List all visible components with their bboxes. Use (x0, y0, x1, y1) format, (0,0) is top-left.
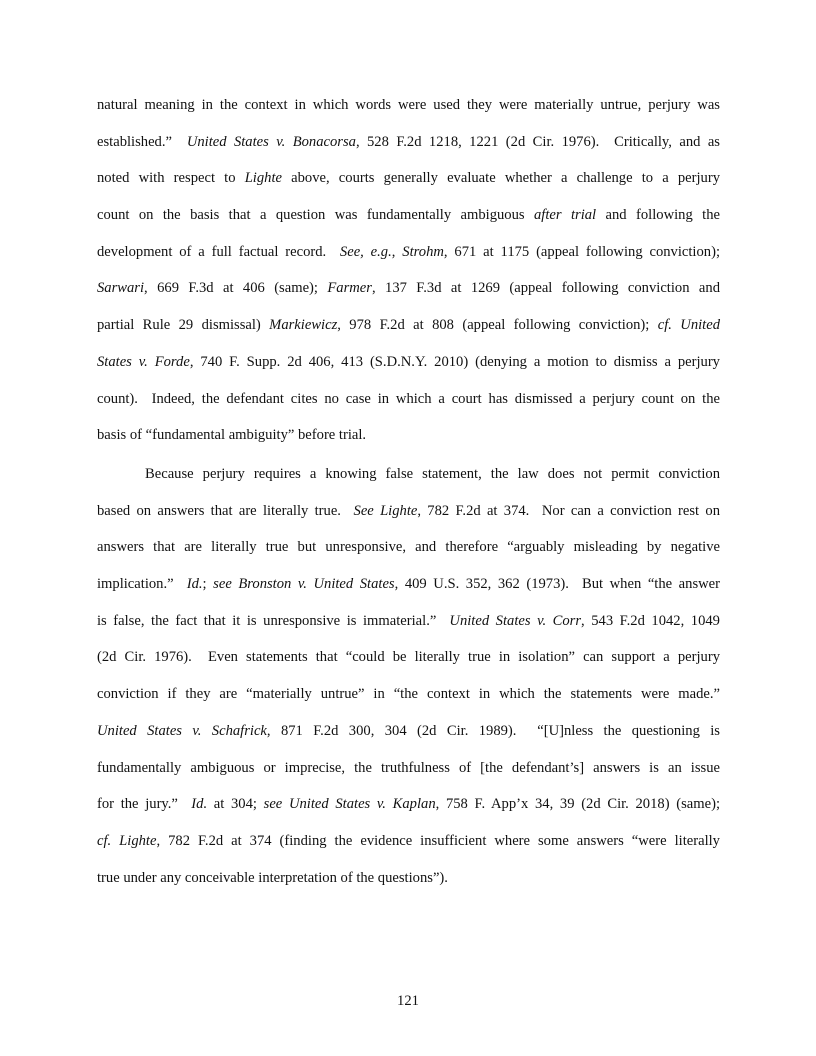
text-run: , 671 at 1175 (appeal following conviction); (443, 243, 720, 260)
citation-italic: Id. (191, 796, 208, 813)
text-run: count on the basis that a question was fundamentally ambiguous (97, 207, 534, 224)
text-line (97, 344, 720, 381)
text-run: noted with respect to (97, 170, 245, 187)
text-run: , 543 F.2d 1042, 1049 (581, 612, 720, 629)
text-line (97, 160, 720, 197)
citation-italic: Sarwari (97, 280, 145, 297)
text-run: conviction if they are “materially untrue” in “the context in which the statements were made.” (97, 686, 720, 703)
text-line (97, 566, 720, 603)
text-run: development of a full factual record. (97, 243, 340, 260)
text-run: established.” (97, 133, 187, 150)
text-run: , 782 F.2d at 374 (finding the evidence insufficient where some answers “were literally (156, 832, 720, 849)
citation-italic: See, e.g. (339, 243, 392, 260)
text-line (97, 87, 720, 124)
text-run: , (391, 243, 403, 260)
citation-italic: Id. (186, 576, 203, 593)
citation-italic: Strohm (402, 243, 444, 260)
text-line (97, 860, 720, 897)
text-line (97, 234, 720, 271)
text-run: ; (202, 576, 214, 593)
text-line (97, 786, 720, 823)
text-run: implication.” (97, 576, 187, 593)
text-line (97, 124, 720, 161)
text-run: basis of “fundamental ambiguity” before trial. (97, 427, 367, 444)
citation-italic: States v. Forde (97, 353, 190, 370)
paragraph-2 (97, 456, 720, 896)
text-line (97, 456, 720, 493)
paragraph-1 (97, 87, 720, 454)
text-run: for the jury.” (97, 796, 192, 813)
text-run: at 304; (207, 796, 264, 813)
text-run: and following the (596, 207, 720, 224)
text-run: above, courts generally evaluate whether a challenge to a perjury (281, 170, 720, 187)
text-run: (2d Cir. 1976). Even statements that “could be literally true in isolation” can support a perjury (97, 649, 720, 666)
text-run: Because perjury requires a knowing false statement, the law does not permit conviction (145, 466, 720, 482)
text-run: natural meaning in the context in which words were used they were materially untrue, perjury was (97, 97, 720, 113)
citation-italic: Lighte (244, 170, 282, 187)
text-run: , 528 F.2d 1218, 1221 (2d Cir. 1976). Critically, and as (355, 133, 720, 150)
text-line (97, 713, 720, 750)
text-run: , 669 F.3d at 406 (same); (144, 280, 328, 297)
text-run: , 871 F.2d 300, 304 (2d Cir. 1989). “[U]nless the questioning is (266, 722, 720, 739)
text-run: , 758 F. App’x 34, 39 (2d Cir. 2018) (same); (435, 796, 720, 813)
citation-italic: Markiewicz (269, 317, 338, 334)
citation-italic: United States v. Corr (449, 612, 582, 629)
text-run: , 409 U.S. 352, 362 (1973). But when “the answer (394, 576, 721, 593)
text-run: based on answers that are literally true. (97, 502, 354, 519)
citation-italic: cf. Lighte (97, 832, 157, 849)
text-line (97, 603, 720, 640)
text-run: partial Rule 29 dismissal) (97, 317, 270, 334)
citation-italic: See Lighte (353, 502, 418, 519)
text-run: true under any conceivable interpretation of the questions”). (97, 869, 448, 886)
text-line (97, 197, 720, 234)
text-line (97, 417, 720, 454)
citation-italic: see United States v. Kaplan (263, 796, 436, 813)
text-line (97, 639, 720, 676)
citation-italic: see Bronston v. United States (213, 576, 395, 593)
text-run: , 740 F. Supp. 2d 406, 413 (S.D.N.Y. 2010) (denying a motion to dismiss a perjury (189, 353, 720, 370)
text-run: fundamentally ambiguous or imprecise, the truthfulness of [the defendant’s] answers is an issue (97, 759, 720, 776)
citation-italic: cf. United (657, 317, 721, 334)
text-line (97, 381, 720, 418)
citation-italic: Farmer (327, 280, 372, 297)
text-run: is false, the fact that it is unresponsive is immaterial.” (97, 612, 450, 629)
text-run: , 978 F.2d at 808 (appeal following conviction); (337, 317, 658, 334)
citation-italic: United States v. Bonacorsa (186, 133, 356, 150)
text-line (97, 823, 720, 860)
text-line (97, 676, 720, 713)
page-number: 121 (397, 993, 419, 1009)
text-line (97, 270, 720, 307)
citation-italic: United States v. Schafrick (97, 722, 267, 739)
text-run: answers that are literally true but unresponsive, and therefore “arguably misleading by negative (97, 539, 720, 556)
citation-italic: after trial (533, 207, 597, 224)
text-run: , 137 F.3d at 1269 (appeal following conviction and (371, 280, 720, 297)
text-run: count). Indeed, the defendant cites no case in which a court has dismissed a perjury count on the (97, 390, 720, 407)
text-line (97, 750, 720, 787)
text-line (97, 493, 720, 530)
text-line (97, 307, 720, 344)
text-line (97, 529, 720, 566)
text-run: , 782 F.2d at 374. Nor can a conviction rest on (417, 502, 720, 519)
